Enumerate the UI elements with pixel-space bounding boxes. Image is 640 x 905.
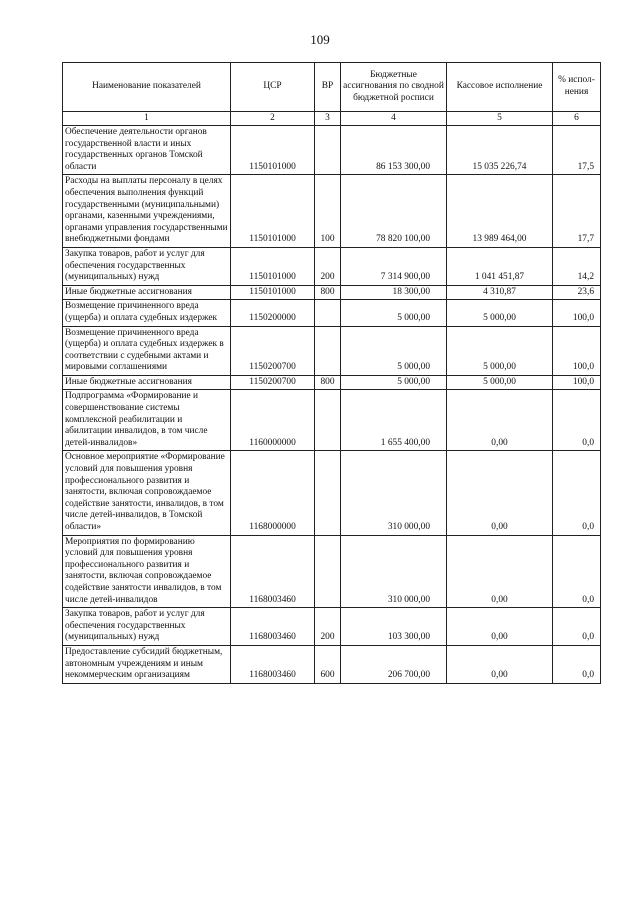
row-percent-cell: 100,0 — [553, 375, 601, 390]
row-budget-cell: 103 300,00 — [341, 608, 447, 646]
header-vr: ВР — [315, 63, 341, 112]
row-csr-cell: 1168003460 — [231, 608, 315, 646]
table-row — [63, 285, 601, 300]
table-row — [63, 126, 601, 175]
row-budget-cell: 5 000,00 — [341, 375, 447, 390]
row-csr-cell: 1150101000 — [231, 247, 315, 285]
row-csr-cell: 1150200700 — [231, 375, 315, 390]
row-vr-cell — [315, 300, 341, 326]
column-number: 6 — [553, 112, 601, 126]
table-row — [63, 175, 601, 248]
row-vr-cell: 800 — [315, 285, 341, 300]
page-number: 109 — [310, 32, 330, 47]
row-vr-cell — [315, 451, 341, 535]
row-executed-cell: 15 035 226,74 — [447, 126, 553, 175]
row-name-cell: Расходы на выплаты персоналу в целях обеспечения выполнения функций государственными (муниципальными) органами, казенными учреждениями, органами управления государственными внебюджетными фондами — [63, 175, 231, 248]
row-csr-cell: 1150101000 — [231, 175, 315, 248]
row-executed-cell: 4 310,87 — [447, 285, 553, 300]
row-percent-cell: 0,0 — [553, 645, 601, 683]
row-percent-cell: 0,0 — [553, 390, 601, 451]
row-csr-cell: 1150101000 — [231, 285, 315, 300]
table-row — [63, 451, 601, 535]
header-row — [63, 63, 601, 112]
table-row — [63, 535, 601, 608]
column-number: 5 — [447, 112, 553, 126]
row-percent-cell: 14,2 — [553, 247, 601, 285]
row-budget-cell: 5 000,00 — [341, 300, 447, 326]
row-csr-cell: 1150200700 — [231, 326, 315, 375]
row-name-cell: Иные бюджетные ассигнования — [63, 285, 231, 300]
column-number: 3 — [315, 112, 341, 126]
row-executed-cell: 0,00 — [447, 535, 553, 608]
row-name-cell: Предоставление субсидий бюджетным, автономным учреждениям и иным некоммерческим организациям — [63, 645, 231, 683]
row-percent-cell: 100,0 — [553, 326, 601, 375]
row-vr-cell — [315, 390, 341, 451]
row-percent-cell: 0,0 — [553, 535, 601, 608]
row-budget-cell: 18 300,00 — [341, 285, 447, 300]
row-name-cell: Основное мероприятие «Формирование условий для повышения уровня профессионального развития и занятости, включая сопровождаемое содействие занятости, инвалидов, в том числе детей-инвалидов, в Томской области» — [63, 451, 231, 535]
row-percent-cell: 17,5 — [553, 126, 601, 175]
row-budget-cell: 5 000,00 — [341, 326, 447, 375]
row-name-cell: Закупка товаров, работ и услуг для обеспечения государственных (муниципальных) нужд — [63, 247, 231, 285]
table-row — [63, 390, 601, 451]
row-csr-cell: 1150101000 — [231, 126, 315, 175]
row-budget-cell: 78 820 100,00 — [341, 175, 447, 248]
table-row — [63, 645, 601, 683]
row-vr-cell: 100 — [315, 175, 341, 248]
row-percent-cell: 0,0 — [553, 451, 601, 535]
row-vr-cell: 600 — [315, 645, 341, 683]
row-budget-cell: 206 700,00 — [341, 645, 447, 683]
table-row — [63, 375, 601, 390]
row-percent-cell: 17,7 — [553, 175, 601, 248]
row-percent-cell: 100,0 — [553, 300, 601, 326]
row-name-cell: Возмещение причиненного вреда (ущерба) и оплата судебных издержек — [63, 300, 231, 326]
row-name-cell: Иные бюджетные ассигнования — [63, 375, 231, 390]
column-number: 1 — [63, 112, 231, 126]
header-budget: Бюджетные ассигнования по сводной бюджетной росписи — [341, 63, 447, 112]
row-name-cell: Подпрограмма «Формирование и совершенствование системы комплексной реабилитации и абилитации инвалидов, в том числе детей-инвалидов» — [63, 390, 231, 451]
row-csr-cell: 1168003460 — [231, 645, 315, 683]
row-csr-cell: 1168000000 — [231, 451, 315, 535]
row-percent-cell: 23,6 — [553, 285, 601, 300]
row-executed-cell: 5 000,00 — [447, 300, 553, 326]
header-percent: % испол-нения — [553, 63, 601, 112]
row-percent-cell: 0,0 — [553, 608, 601, 646]
header-csr: ЦСР — [231, 63, 315, 112]
row-executed-cell: 5 000,00 — [447, 375, 553, 390]
row-executed-cell: 13 989 464,00 — [447, 175, 553, 248]
row-vr-cell: 200 — [315, 608, 341, 646]
table-row — [63, 608, 601, 646]
row-budget-cell: 1 655 400,00 — [341, 390, 447, 451]
row-name-cell: Закупка товаров, работ и услуг для обеспечения государственных (муниципальных) нужд — [63, 608, 231, 646]
column-number: 4 — [341, 112, 447, 126]
table-row — [63, 247, 601, 285]
table-row — [63, 300, 601, 326]
column-number-row — [63, 112, 601, 126]
row-csr-cell: 1150200000 — [231, 300, 315, 326]
row-vr-cell — [315, 535, 341, 608]
row-executed-cell: 5 000,00 — [447, 326, 553, 375]
row-name-cell: Мероприятия по формированию условий для повышения уровня профессионального развития и занятости, включая сопровождаемое содействие занятости инвалидов, в том числе детей-инвалидов — [63, 535, 231, 608]
row-executed-cell: 0,00 — [447, 645, 553, 683]
table-row — [63, 326, 601, 375]
row-name-cell: Возмещение причиненного вреда (ущерба) и оплата судебных издержек в соответствии с судебными актами и мировыми соглашениями — [63, 326, 231, 375]
row-vr-cell: 800 — [315, 375, 341, 390]
row-budget-cell: 7 314 900,00 — [341, 247, 447, 285]
row-executed-cell: 0,00 — [447, 608, 553, 646]
row-budget-cell: 310 000,00 — [341, 535, 447, 608]
row-csr-cell: 1168003460 — [231, 535, 315, 608]
row-csr-cell: 1160000000 — [231, 390, 315, 451]
row-vr-cell: 200 — [315, 247, 341, 285]
row-executed-cell: 0,00 — [447, 390, 553, 451]
row-executed-cell: 1 041 451,87 — [447, 247, 553, 285]
budget-execution-table — [62, 62, 601, 684]
row-vr-cell — [315, 126, 341, 175]
column-number: 2 — [231, 112, 315, 126]
header-name: Наименование показателей — [63, 63, 231, 112]
row-budget-cell: 86 153 300,00 — [341, 126, 447, 175]
header-executed: Кассовое исполнение — [447, 63, 553, 112]
row-name-cell: Обеспечение деятельности органов государственной власти и иных государственных органов Томской области — [63, 126, 231, 175]
row-budget-cell: 310 000,00 — [341, 451, 447, 535]
row-vr-cell — [315, 326, 341, 375]
row-executed-cell: 0,00 — [447, 451, 553, 535]
